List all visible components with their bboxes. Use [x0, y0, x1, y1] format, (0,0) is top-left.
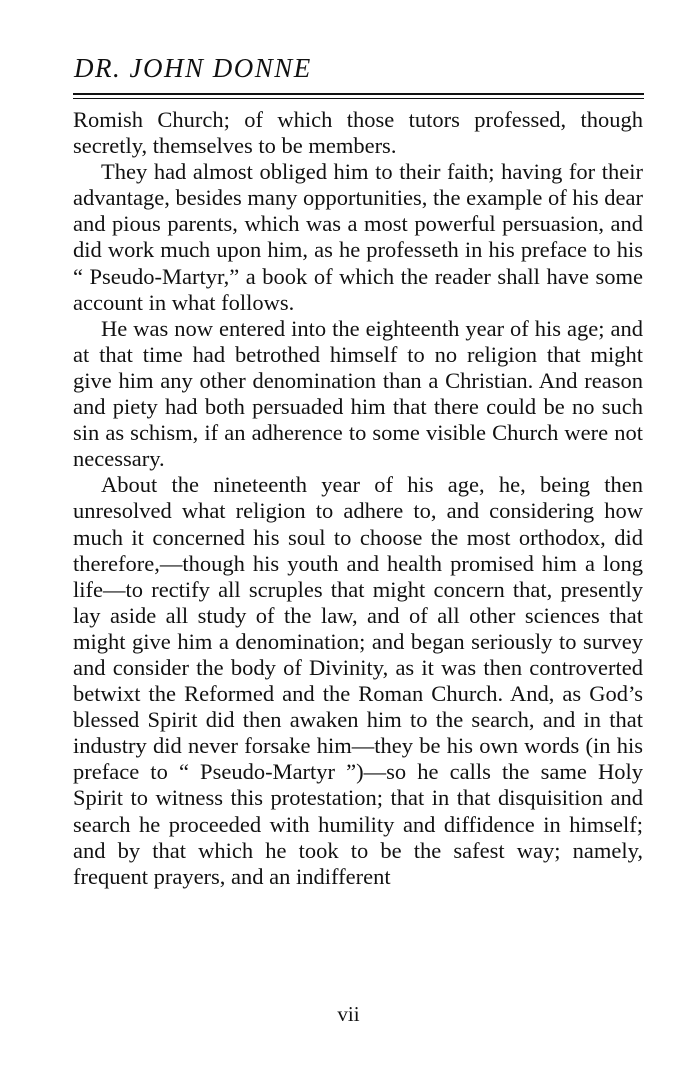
- paragraph: About the nineteenth year of his age, he, being then unresolved what religion to adhere to, and considering how much it concerned his soul to choose the most orthodox, did therefore,—though his youth and health promised him a long life—to rectify all scruples that might concern that, presently lay aside all study of the law, and of all other sciences that might give him a denomination; and began seriously to survey and consider the body of Divinity, as it was then controverted betwixt the Reformed and the Roman Church. And, as God’s blessed Spirit did then awaken him to the search, and in that industry did never forsake him—they be his own words (in his preface to “ Pseudo-Martyr ”)—so he calls the same Holy Spirit to witness this protestation; that in that disquisition and search he proceeded with humility and diffidence in himself; and by that which he took to be the safest way; namely, frequent prayers, and an indifferent: [73, 472, 643, 889]
- body-text: [73, 107, 643, 890]
- paragraph-continuation: Romish Church; of which those tutors professed, though secretly, themselves to be members.: [73, 107, 643, 159]
- header-rule-thin: [73, 98, 644, 99]
- running-head: DR. JOHN DONNE: [74, 53, 312, 83]
- paragraph: He was now entered into the eighteenth year of his age; and at that time had betrothed himself to no religion that might give him any other denomination than a Christian. And reason and piety had both persuaded him that there could be no such sin as schism, if an adherence to some visible Church were not necessary.: [73, 315, 643, 472]
- page-number: vii: [337, 1002, 360, 1026]
- header-rule-thick: [73, 93, 644, 95]
- paragraph: They had almost obliged him to their faith; having for their advantage, besides many opportunities, the example of his dear and pious parents, which was a most powerful persuasion, and did work much upon him, as he professeth in his preface to his “ Pseudo-Martyr,” a book of which the reader shall have some account in what follows.: [73, 159, 643, 315]
